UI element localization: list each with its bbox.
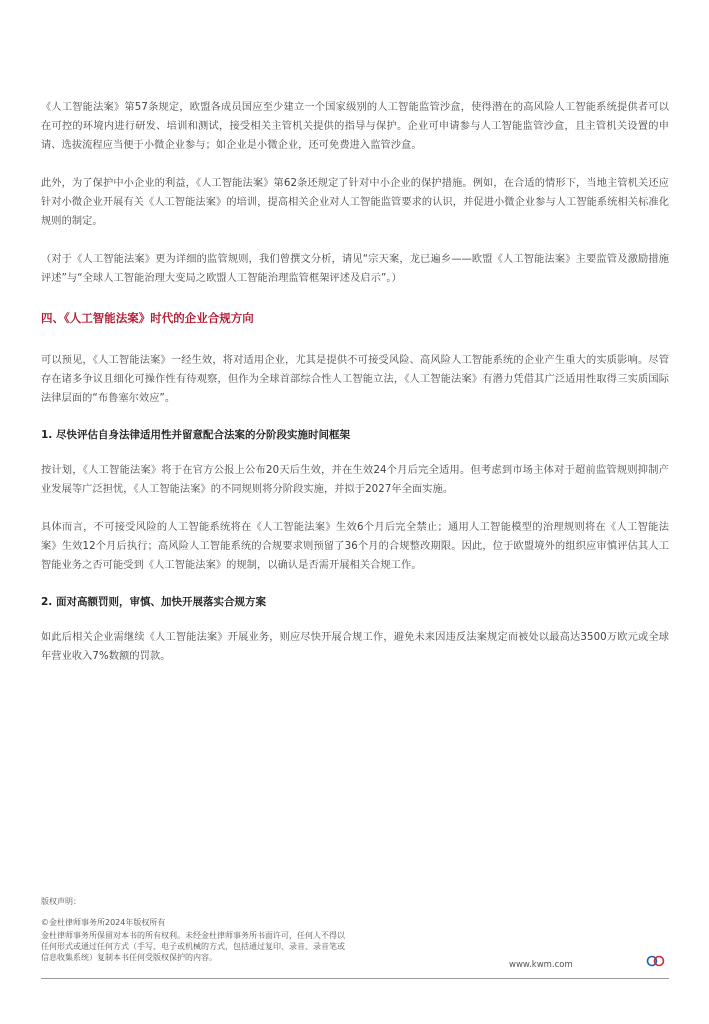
copyright-line: ©金杜律师事务所2024年版权所有 — [41, 918, 166, 927]
kwm-logo-icon — [645, 955, 667, 967]
paragraph-phased-rules: 具体而言，不可接受风险的人工智能系统将在《人工智能法案》生效6个月后完全禁止；通用人工智能模型的治理规则将在《人工智能法案》生效12个月后执行；高风险人工智能系统的合规要求则预留了36个月的合规整改期限。因此，位于欧盟境外的组织应审慎评估其人工智能业务之否可能受到《人工智能法案》的规制，以确认是否需开展相关合规工作。 — [41, 522, 669, 571]
paragraph-sandbox: 《人工智能法案》第57条规定，欧盟各成员国应至少建立一个国家级别的人工智能监管沙盒，使得潜在的高风险人工智能系统提供者可以在可控的环境内进行研发、培训和测试，接受相关主管机关提供的指导与保护。企业可申请参与人工智能监管沙盒，且主管机关设置的申请、选拔流程应当便于小微企业参与；如企业是小微企业，还可免费进入监管沙盒。 — [41, 102, 669, 151]
subheading-assess-applicability: 1. 尽快评估自身法律适用性并留意配合法案的分阶段实施时间框架 — [41, 429, 350, 441]
website-link[interactable]: www.kwm.com — [509, 960, 573, 970]
paragraph-timeline: 按计划，《人工智能法案》将于在官方公报上公布20天后生效，并在生效24个月后完全适用。但考虑到市场主体对于超前监管规则抑制产业发展等广泛担忧，《人工智能法案》的不同规则将分阶段实施，并拟于2027年全面实施。 — [41, 465, 669, 495]
paragraph-sme-protection: 此外，为了保护中小企业的利益，《人工智能法案》第62条还规定了针对中小企业的保护措施。例如，在合适的情形下，当地主管机关还应针对小微企业开展有关《人工智能法案》的培训，提高相关企业对人工智能监管要求的认识，并促进小微企业参与人工智能系统相关标准化规则的制定。 — [41, 178, 669, 227]
copyright-statement: 金杜律师事务所保留对本书的所有权利。未经金杜律师事务所书面许可，任何人不得以任何形式或通过任何方式（手写、电子或机械的方式，包括通过复印、录音、录音笔或信息收集系统）复制本书任何受版权保护的内容。 — [41, 931, 345, 962]
footer-divider — [41, 978, 669, 979]
paragraph-reference-note: （对于《人工智能法案》更为详细的监管规则，我们曾撰文分析，请见“宗天案，龙已遍乡——欧盟《人工智能法案》主要监管及激励措施评述”与“全球人工智能治理大变局之欧盟人工智能治理监管框架评述及启示”。） — [41, 254, 669, 284]
copyright-label: 版权声明： — [41, 897, 81, 906]
copyright-footer — [41, 896, 669, 963]
paragraph-impact-outlook: 可以预见，《人工智能法案》一经生效，将对适用企业，尤其是提供不可接受风险、高风险人工智能系统的企业产生重大的实质影响。尽管存在诸多争议且细化可操作性有待观察，但作为全球首部综合性人工智能立法，《人工智能法案》有潜力凭借其广泛适用性取得三实质国际法律层面的“布鲁塞尔效应”。 — [41, 355, 669, 404]
paragraph-fines: 如此后相关企业需继续《人工智能法案》开展业务，则应尽快开展合规工作，避免未来因违反法案规定而被处以最高达3500万欧元或全球年营业收入7%数额的罚款。 — [41, 632, 669, 662]
section-heading-compliance: 四、《人工智能法案》时代的企业合规方向 — [41, 311, 254, 325]
document-body — [41, 98, 669, 685]
subheading-penalties: 2. 面对高额罚则，审慎、加快开展落实合规方案 — [41, 596, 266, 608]
